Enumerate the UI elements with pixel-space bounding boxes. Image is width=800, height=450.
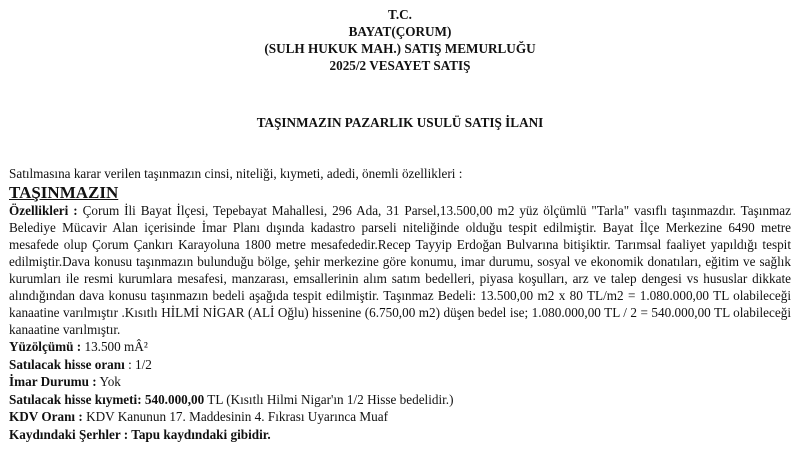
header-line-district: BAYAT(ÇORUM)	[348, 24, 452, 39]
field-vat-label: KDV Oranı :	[9, 409, 83, 424]
header-line-office: (SULH HUKUK MAH.) SATIŞ MEMURLUĞU	[264, 41, 536, 56]
notice-title: TAŞINMAZIN PAZARLIK USULÜ SATIŞ İLANI	[256, 115, 544, 130]
field-zoning	[9, 373, 791, 391]
field-zoning-value: Yok	[96, 374, 121, 389]
field-share-ratio	[9, 356, 791, 374]
document-header	[9, 6, 791, 74]
intro-text: Satılmasına karar verilen taşınmazın cinsi, niteliği, kıymeti, adedi, önemli özellikleri :	[9, 166, 463, 181]
header-line-republic: T.C.	[388, 7, 412, 22]
field-vat-value: KDV Kanunun 17. Maddesinin 4. Fıkrası Uyarınca Muaf	[82, 409, 388, 424]
field-registry	[9, 426, 791, 444]
features-text: Çorum İli Bayat İlçesi, Tepebayat Mahallesi, 296 Ada, 31 Parsel,13.500,00 m2 yüz ölçümlü "Tarla" vasıflı taşınmazdır. Taşınmaz Belediye Mücavir Alan içerisinde İmar Planı dışında kadastro parseli niteliğinde olduğu tespit edilmiştir. Bayat İlçe Merkezine 6490 metre mesafede olup Çorum Çankırı Karayoluna 1800 metre mesafededir.Recep Tayyip Erdoğan Bulvarına bitişiktir. Tarımsal faaliyet yapıldığı tespit edilmiştir.Dava konusu taşınmazın bulunduğu bölge, şehir merkezine göre konumu, imar durumu, sosyal ve ekonomik donatıları, eğitim ve sağlık kurumları ile resmi kurumlara mesafesi, manzarası, emsallerinin alım satım bedelleri, piyasa koşulları, arz ve talep dengesi vs hususlar dikkate alındığından dava konusu taşınmazın bedeli aşağıda tespit edilmiştir. Taşınmaz Bedeli: 13.500,00 m2 x 80 TL/m2 = 1.080.000,00 TL olabileceği kanaatine varılmıştır .Kısıtlı HİLMİ NİGAR (ALİ Oğlu) hissenine (6.750,00 m2) düşen bedel ise; 1.080.000,00 TL / 2 = 540.000,00 TL olabileceği kanaatine varılmıştır.	[9, 203, 792, 337]
field-area-value: 13.500 mÂ²	[81, 339, 148, 354]
field-area-label: Yüzölçümü :	[9, 339, 82, 354]
field-vat	[9, 408, 791, 426]
field-zoning-label: İmar Durumu :	[9, 374, 97, 389]
features-label: Özellikleri :	[9, 203, 78, 218]
field-share-value	[9, 391, 791, 409]
field-registry-label: Kaydındaki Şerhler : Tapu kaydındaki gibidir.	[9, 426, 271, 442]
field-share-ratio-label: Satılacak hisse oranı	[9, 356, 125, 372]
section-heading-property: TAŞINMAZIN	[9, 183, 119, 202]
header-line-case-number: 2025/2 VESAYET SATIŞ	[329, 58, 471, 73]
property-features	[9, 202, 791, 338]
field-share-value-value: TL (Kısıtlı Hilmi Nigar'ın 1/2 Hisse bedelidir.)	[204, 391, 454, 407]
field-share-value-label: Satılacak hisse kıymeti: 540.000,00	[9, 391, 205, 407]
field-area	[9, 338, 791, 356]
field-share-ratio-value: : 1/2	[124, 356, 152, 372]
